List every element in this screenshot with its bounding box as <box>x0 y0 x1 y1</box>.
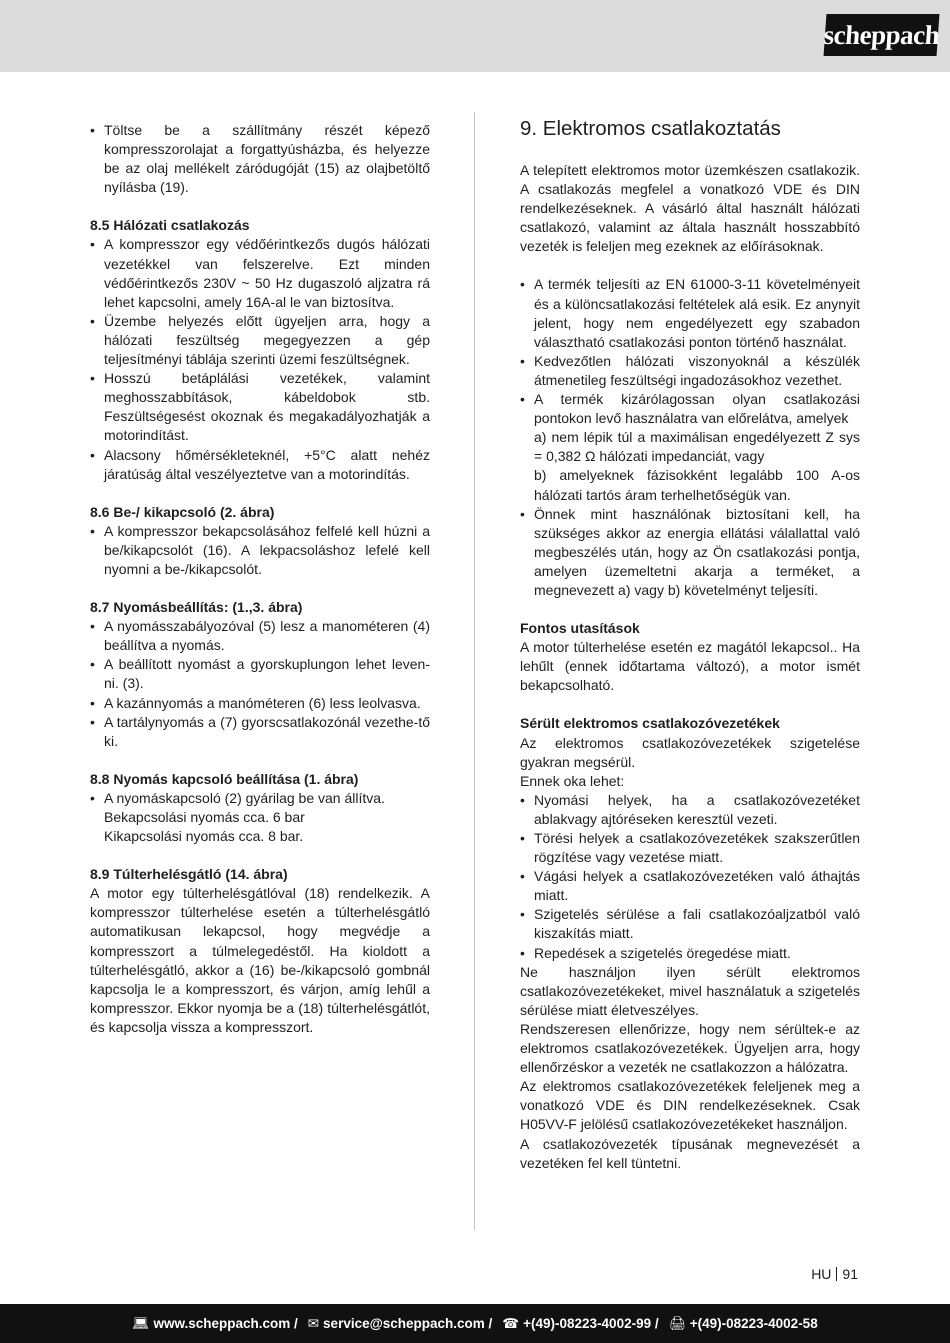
list-item-text: • A termék kizárólagossan olyan csatlakozási pontokon levő használatra van előrelátva, amelyek <box>534 391 860 427</box>
page-number <box>811 1266 858 1282</box>
footer-phone: +(49)-08223-4002-99 / <box>523 1316 659 1331</box>
list-item: • Szigetelés sérülése a fali csatlakozóaljzatból való kiszakítás miatt. <box>520 905 860 943</box>
list-item: • Hosszú betáplálási vezetékek, valamint meghosszabbítások, kábeldobok stb. Feszültségesést okoznak és megakadályozhatják a motorindítást. <box>90 369 430 445</box>
phone-icon: ☎︎ <box>502 1315 520 1331</box>
damaged-cables-p1: Az elektromos csatlakozóvezetékek szigetelése gyakran megsérül. <box>520 734 860 770</box>
damaged-cables-p5: Az elektromos csatlakozóvezetékek feleljenek meg a vonatkozó VDE és DIN rendelkezéseknek. Csak H05VV-F jelölésű csatlakozóvezetékeket használjon. <box>520 1078 860 1133</box>
list-item: • Repedések a szigetelés öregedése miatt. <box>520 944 860 963</box>
footer-email[interactable]: service@scheppach.com / <box>323 1316 493 1331</box>
list-item: • A nyomásszabályozóval (5) lesz a manométeren (4) beállítva a nyomás. <box>90 617 430 655</box>
list-item: • A beállított nyomást a gyorskuplungon lehet leven-ni. (3). <box>90 655 430 693</box>
page-number-divider <box>836 1267 837 1281</box>
section-8-6-list <box>90 522 430 579</box>
chapter-9-intro: A telepített elektromos motor üzemkészen csatlakozik. A csatlakozás megfelel a vonatkozó VDE és DIN rendelkezéseknek. A vásárló által használt hálózati csatlakozó, valamint az általa használt hosszabbító vezeték is feleljen meg ezeknek az előírásoknak. <box>520 162 860 255</box>
header-band <box>0 0 950 72</box>
condition-a: a) nem lépik túl a maximálisan engedélyezett Z sys = 0,382 Ω hálózati impedanciát, vagy <box>534 429 860 465</box>
computer-icon: 💻︎ <box>132 1315 150 1331</box>
chapter-9-title: 9. Elektromos csatlakoztatás <box>520 117 781 140</box>
section-8-7-list <box>90 617 430 751</box>
section-8-9-text: A motor egy túlterhelésgátlóval (18) rendelkezik. A kompresszor túlterhelése esetén a túlterhelésgátló automatikusan lekapcsol, hogy megvédje a kompresszort a túlmelegedéstől. Ha kioldott a túlterhelésgátló, akkor a (16) be-/kikapcsoló gombnál kapcsolja le a kompresszort, és várjon, amíg lehűl a kompresszor. Ekkor nyomja be a (18) túlterhelésgátlót, és kapcsolja vissza a kompresszort. <box>90 885 430 1035</box>
damaged-cables-p2: Ennek oka lehet: <box>520 772 625 789</box>
page-number-value: 91 <box>842 1266 858 1282</box>
list-item: • A termék teljesíti az EN 61000-3-11 követelményeit és a különcsatlakozási feltételek alá esik. Ez anynyit jelent, hogy nem engedélyezett egy szabadon választható csatlakozási ponton történő használat. <box>520 275 860 351</box>
list-item: • Törési helyek a csatlakozóvezetékek szakszerűtlen rögzítése vagy vezetése miatt. <box>520 829 860 867</box>
damaged-cables-list <box>520 791 860 963</box>
list-item <box>520 390 860 505</box>
list-item: • Vágási helyek a csatlakozóvezetéken való áthajtás miatt. <box>520 867 860 905</box>
list-item: • Önnek mint használónak biztosítani kell, ha szükséges akkor az energia ellátási válallattal való megbeszélés után, hogy az Ön csatlakozási pontja, amelyen üzemeltetni akarja a terméket, a megnevezett a) vagy b) követelményt teljesíti. <box>520 505 860 600</box>
damaged-cables-p6: A csatlakozóvezeték típusának megnevezését a vezetéken fel kell tüntetni. <box>520 1135 860 1171</box>
list-item: • Töltse be a szállítmány részét képező kompresszorolajat a forgattyúsházba, és helyezze be az olaj mellékelt záródugóját (15) az olajbetöltő nyílásba (19). <box>90 121 430 197</box>
right-column <box>520 114 860 1173</box>
chapter-9-list <box>520 275 860 600</box>
left-column <box>90 121 430 1037</box>
important-notes-text: A motor túlterhelése esetén ez magától lekapcsol.. Ha lehűlt (ennek időtartama változó), a motor ismét bekapcsolható. <box>520 639 860 694</box>
list-item: • A kompresszor bekapcsolásához felfelé kell húzni a be/kikapcsolót (16). A lekpacsoláshoz lefelé kell nyomni a be-/kikapcsolót. <box>90 522 430 579</box>
section-8-7-title: 8.7 Nyomásbeállítás: (1.,3. ábra) <box>90 599 303 616</box>
damaged-cables-title: Sérült elektromos csatlakozóvezetékek <box>520 715 780 732</box>
footer-website[interactable]: www.scheppach.com / <box>153 1316 298 1331</box>
scheppach-logo: scheppach <box>824 14 940 56</box>
list-item: • Alacsony hőmérsékleteknél, +5°C alatt nehéz járatúság által veszélyeztetve van a motorindítás. <box>90 446 430 484</box>
switch-on-pressure: Bekapcsolási nyomás cca. 6 bar <box>104 809 305 825</box>
list-item-text: • A nyomáskapcsoló (2) gyárilag be van állítva. <box>104 789 385 806</box>
list-item: • A kompresszor egy védőérintkezős dugós hálózati vezetékkel van felszerelve. Ezt minden védőérintkezős 230V ~ 50 Hz dugaszoló aljzatra rá lehet kapcsolni, amely 16A-al le van biztosítva. <box>90 235 430 311</box>
damaged-cables-p3: Ne használjon ilyen sérült elektromos csatlakozóvezetékeket, mivel használatuk a szigetelés sérülése miatt életveszélyes. <box>520 963 860 1018</box>
section-8-5-title: 8.5 Hálózati csatlakozás <box>90 217 250 234</box>
list-item: • A tartálynyomás a (7) gyorscsatlakozónál vezethe-tő ki. <box>90 713 430 751</box>
list-item: • Kedvezőtlen hálózati viszonyoknál a készülék átmenetileg feszültségi ingadozásokhoz vezethet. <box>520 352 860 390</box>
section-8-5-list <box>90 235 430 483</box>
list-item: • A kazánnyomás a manóméteren (6) less leolvasva. <box>90 694 430 713</box>
list-item <box>90 789 430 846</box>
section-8-6-title: 8.6 Be-/ kikapcsoló (2. ábra) <box>90 503 275 520</box>
footer-bar <box>0 1304 950 1343</box>
list-item: • Üzembe helyezés előtt ügyeljen arra, hogy a hálózati feszültség megegyezzen a gép teljesítményi táblája szerinti üzemi feszültségnek. <box>90 312 430 369</box>
footer-fax: +(49)-08223-4002-58 <box>689 1316 818 1331</box>
section-8-9-title: 8.9 Túlterhelésgátló (14. ábra) <box>90 866 288 883</box>
important-notes-title: Fontos utasítások <box>520 620 640 637</box>
language-code: HU <box>811 1266 832 1282</box>
fax-icon: 🖨︎ <box>668 1315 686 1331</box>
intro-list <box>90 121 430 197</box>
spacer <box>520 256 860 275</box>
envelope-icon: ✉︎ <box>307 1315 320 1331</box>
column-divider <box>474 112 475 1230</box>
damaged-cables-p4: Rendszeresen ellenőrizze, hogy nem sérültek-e az elektromos csatlakozóvezetékek. Ügyeljen arra, hogy ellenőrzéskor a vezeték ne csatlakozzon a hálózatra. <box>520 1020 860 1076</box>
switch-off-pressure: Kikapcsolási nyomás cca. 8 bar. <box>104 828 304 845</box>
section-8-8-list <box>90 789 430 846</box>
section-8-8-title: 8.8 Nyomás kapcsoló beállítása (1. ábra) <box>90 770 359 787</box>
list-item: • Nyomási helyek, ha a csatlakozóvezetéket ablakvagy ajtóréseken keresztül vezeti. <box>520 791 860 829</box>
condition-b: b) amelyeknek fázisokként legalább 100 A-os hálózati tartós áram terhelhetőségük van. <box>534 467 860 503</box>
